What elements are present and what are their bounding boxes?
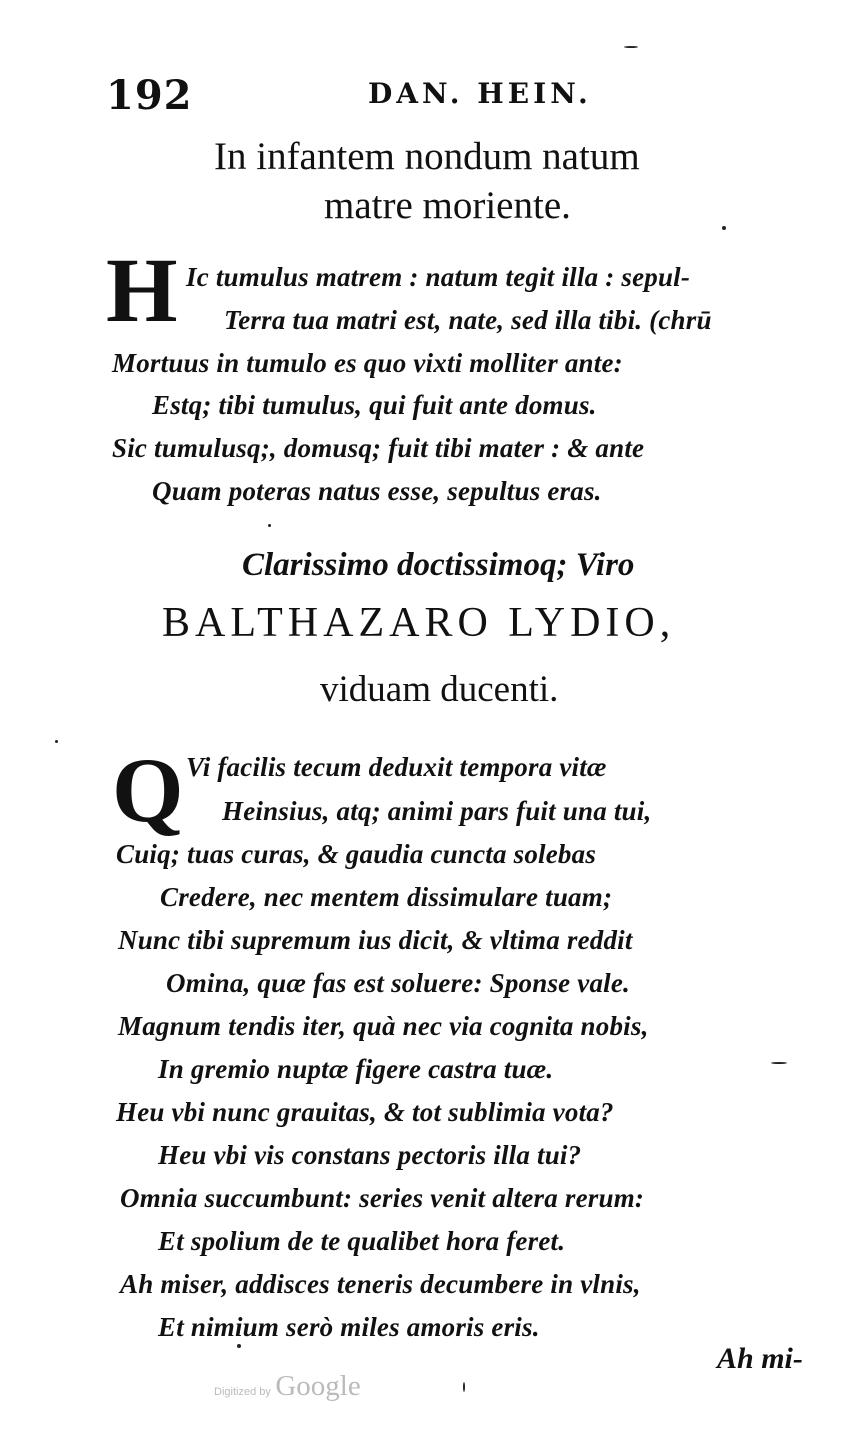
watermark-brand: Google xyxy=(275,1370,361,1402)
scan-speck xyxy=(55,740,58,743)
running-head: DAN. HEIN. xyxy=(368,77,592,110)
scan-speck xyxy=(237,1344,241,1348)
scan-speck xyxy=(722,226,726,230)
page-number: 192 xyxy=(106,72,193,119)
scan-speck xyxy=(624,46,638,48)
scan-speck xyxy=(268,524,271,527)
poem2-line-2: Heinsius, atq; animi pars fuit una tui, xyxy=(222,796,652,826)
catchword: Ah mi- xyxy=(717,1342,803,1375)
poem2-line-4: Credere, nec mentem dissimulare tuam; xyxy=(160,882,613,912)
poem1-line-4: Estq; tibi tumulus, qui fuit ante domus. xyxy=(152,390,597,420)
poem1-title-line2: matre moriente. xyxy=(324,184,571,227)
poem1-line-6: Quam poteras natus esse, sepultus eras. xyxy=(152,476,602,506)
poem1-title-line1: In infantem nondum natum xyxy=(214,135,640,178)
poem2-line-6: Omina, quæ fas est soluere: Sponse vale. xyxy=(166,968,631,998)
watermark-prefix: Digitized by xyxy=(214,1386,271,1398)
poem2-line-3: Cuiq; tuas curas, & gaudia cuncta solebas xyxy=(116,839,597,869)
dedication-line3: viduam ducenti. xyxy=(320,669,559,710)
poem2-line-13: Ah miser, addisces teneris decumbere in vlnis, xyxy=(120,1269,641,1299)
poem2-drop-cap: Q xyxy=(112,739,184,841)
poem2-line-7: Magnum tendis iter, quà nec via cognita nobis, xyxy=(118,1011,649,1041)
poem2-line-1: Vi facilis tecum deduxit tempora vitæ xyxy=(186,752,607,782)
scan-speck xyxy=(463,1382,465,1392)
poem2-line-14: Et nimium serò miles amoris eris. xyxy=(158,1312,540,1342)
poem1-line-3: Mortuus in tumulo es quo vixti molliter ante: xyxy=(112,348,623,378)
poem1-line-1: Ic tumulus matrem : natum tegit illa : sepul- xyxy=(186,262,691,292)
dedication-recipient-name: BALTHAZARO LYDIO, xyxy=(162,600,676,646)
poem2-line-8: In gremio nuptæ figere castra tuæ. xyxy=(158,1054,554,1084)
poem2-line-5: Nunc tibi supremum ius dicit, & vltima reddit xyxy=(118,925,633,955)
poem1-line-2: Terra tua matri est, nate, sed illa tibi. (chrū xyxy=(224,305,712,335)
poem2-line-9: Heu vbi nunc grauitas, & tot sublimia vota? xyxy=(116,1097,614,1127)
digitized-by-google-watermark xyxy=(214,1370,361,1403)
dedication-line1: Clarissimo doctissimoq; Viro xyxy=(242,547,635,583)
poem2-line-10: Heu vbi vis constans pectoris illa tui? xyxy=(158,1140,582,1170)
scan-speck xyxy=(771,1062,787,1064)
poem2-line-11: Omnia succumbunt: series venit altera rerum: xyxy=(120,1183,645,1213)
poem1-line-5: Sic tumulusq;, domusq; fuit tibi mater : & ante xyxy=(112,433,645,463)
poem2-line-12: Et spolium de te qualibet hora feret. xyxy=(158,1226,566,1256)
poem1-drop-cap: H xyxy=(106,239,178,341)
